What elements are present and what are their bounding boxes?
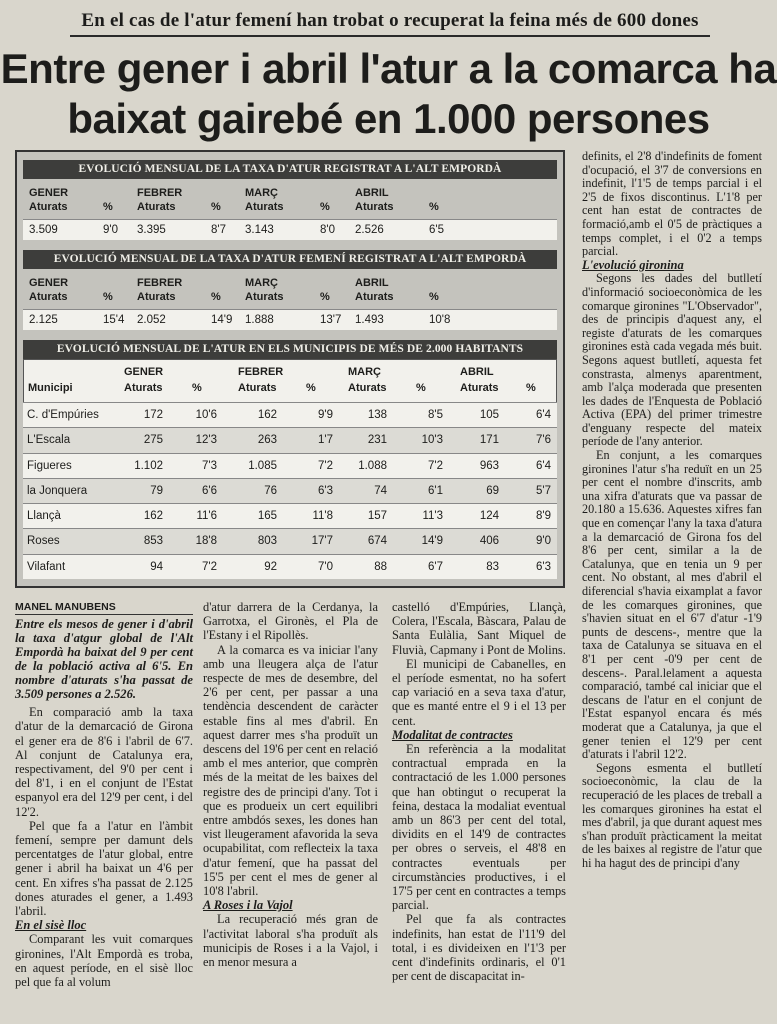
table-row — [23, 427, 557, 452]
value-cell: 7'0 — [318, 560, 333, 573]
aturats-header: Aturats — [460, 382, 499, 394]
value-cell: 6'7 — [428, 560, 443, 573]
value-cell: 6'4 — [536, 409, 551, 421]
table-header — [23, 179, 557, 219]
municipi-cell: Llançà — [27, 510, 61, 523]
value-cell: 9'0 — [536, 535, 551, 548]
municipi-cell: Roses — [27, 535, 60, 548]
value-cell: 6'3 — [318, 484, 333, 497]
value-cell: 10'8 — [429, 314, 451, 326]
aturats-header: Aturats — [245, 201, 284, 213]
table-header — [23, 269, 557, 309]
table-row — [23, 402, 557, 427]
table-row — [23, 219, 557, 240]
table-municipal-unemployment — [23, 340, 557, 579]
value-cell: 162 — [257, 409, 277, 421]
table-header — [23, 359, 557, 402]
value-cell: 3.143 — [245, 224, 274, 236]
pct-header: % — [416, 382, 426, 394]
value-cell: 74 — [374, 484, 387, 497]
value-cell: 275 — [143, 434, 163, 447]
value-cell: 406 — [479, 535, 499, 548]
value-cell: 963 — [479, 459, 499, 472]
value-cell: 10'6 — [195, 409, 217, 421]
value-cell: 10'3 — [421, 434, 443, 447]
subheading: Modalitat de contractes — [392, 727, 513, 742]
value-cell: 9'9 — [318, 409, 333, 421]
pct-header: % — [192, 382, 202, 394]
value-cell: 263 — [257, 434, 277, 447]
paragraph: El municipi de Cabanelles, en el període esmentat, no ha sofert cap variació en a seva taxa d'atur, que es manté entre el 9 i el 13 per cent. — [392, 656, 566, 728]
article-column-4 — [582, 150, 762, 870]
table-row — [23, 309, 557, 330]
value-cell: 13'7 — [320, 314, 342, 326]
table-female-unemployment — [23, 250, 557, 330]
value-cell: 5'7 — [536, 484, 551, 497]
municipi-cell: C. d'Empúries — [27, 409, 99, 421]
article-column-1 — [15, 600, 193, 989]
value-cell: 1.088 — [358, 459, 387, 472]
value-cell: 8'7 — [211, 224, 226, 236]
headline-line-2: baixat gairebé en 1.000 persones — [67, 95, 710, 142]
value-cell: 6'5 — [429, 224, 444, 236]
month-header: MARÇ — [245, 277, 278, 289]
subheading: A Roses i la Vajol — [203, 898, 293, 913]
value-cell: 172 — [143, 409, 163, 421]
headline-line-1: Entre gener i abril l'atur a la comarca ha — [0, 45, 777, 92]
month-header: GENER — [29, 187, 69, 199]
value-cell: 11'3 — [422, 510, 443, 523]
municipal-rows — [23, 402, 557, 579]
pct-header: % — [320, 201, 330, 213]
pct-header: % — [526, 382, 536, 394]
subheading: L'evolució gironina — [582, 257, 684, 272]
value-cell: 105 — [479, 409, 499, 421]
value-cell: 3.509 — [29, 224, 58, 236]
municipi-cell: Vilafant — [27, 560, 66, 573]
aturats-header: Aturats — [238, 382, 277, 394]
value-cell: 14'9 — [211, 314, 233, 326]
paragraph: Segons esmenta el butlletí socioeconòmic, la clau de la recuperació de les places de treball a les comarques gironines ha estat el mes d'abril, ja que durant aquest mes s'han produït pràcticament la meitat de les baixes al registre de l'atur que hi ha hagut des de principi d'any — [582, 760, 762, 870]
value-cell: 1.102 — [134, 459, 163, 472]
paragraph: La recuperació més gran de l'activitat laboral s'ha produït als municipis de Roses i a la Vajol, i en menor mesura a — [203, 912, 378, 970]
value-cell: 6'1 — [428, 484, 443, 497]
value-cell: 15'4 — [103, 314, 125, 326]
value-cell: 1.888 — [245, 314, 274, 326]
aturats-header: Aturats — [137, 291, 176, 303]
value-cell: 853 — [143, 535, 163, 548]
value-cell: 138 — [367, 409, 387, 421]
table-title: EVOLUCIÓ MENSUAL DE LA TAXA D'ATUR REGISTRAT A L'ALT EMPORDÀ — [23, 160, 557, 179]
paragraph: Pel que fa a l'atur en l'àmbit femení, sempre per damunt dels percentatges de l'atur global, entre gener i abril ha baixat un 4'6 per cent. En xifres s'ha passat de 2.125 dones aturades el gener, a 1.493 l'abril. — [15, 818, 193, 919]
municipi-header: Municipi — [28, 382, 73, 394]
paragraph: definits, el 2'8 d'indefinits de foment d'ocupació, el 3'7 de conversions en indefinit, l'1'5 de temps parcial i el 2'5 de fixos discontinus. L'1'8 per cent han estat de contractes de formació,amb el 0'5 de pràctiques a temps complet, i el 0'2 a temps parcial. — [582, 149, 762, 259]
pct-header: % — [211, 201, 221, 213]
value-cell: 6'3 — [536, 560, 551, 573]
pct-header: % — [103, 201, 113, 213]
value-cell: 69 — [486, 484, 499, 497]
aturats-header: Aturats — [124, 382, 163, 394]
value-cell: 76 — [264, 484, 277, 497]
aturats-header: Aturats — [348, 382, 387, 394]
pct-header: % — [320, 291, 330, 303]
table-title: EVOLUCIÓ MENSUAL DE L'ATUR EN ELS MUNICIPIS DE MÉS DE 2.000 HABITANTS — [23, 340, 557, 359]
value-cell: 6'6 — [202, 484, 217, 497]
table-row — [23, 478, 557, 503]
municipi-cell: L'Escala — [27, 434, 71, 447]
value-cell: 674 — [367, 535, 387, 548]
value-cell: 7'3 — [202, 459, 217, 472]
month-header: ABRIL — [355, 277, 389, 289]
paragraph: Pel que fa als contractes indefinits, han estat de l'11'9 del total, i es divideixen en l'1'3 per cent d'indefinits ordinaris, el 0'1 per cent de discapacitat in- — [392, 912, 566, 984]
subheading: En el sisè lloc — [15, 918, 87, 933]
value-cell: 14'9 — [421, 535, 443, 548]
value-cell: 8'9 — [536, 510, 551, 523]
aturats-header: Aturats — [29, 291, 68, 303]
aturats-header: Aturats — [137, 201, 176, 213]
value-cell: 803 — [257, 535, 277, 548]
paragraph: A la comarca es va iniciar l'any amb una lleugera alça de l'atur respecte de mes de desembre, del 2'6 per cent, per passar a una tendència descendent de caràcter estable fins al mes d'abril. En aquest darrer mes s'ha produït un descens del 19'6 per cent en relació amb el mes anterior, que comprèn més de la meitat de les baixes del registre des de principi d'any. Tot i que es produeix un cert equilibri entre ambdós sexes, les dones han vist lleugerament afavorida la seva ocupabilitat, com reflecteix la taxa d'atur femení, que ha passat del 15'5 per cent el mes de gener al 10'8 l'abril. — [203, 642, 378, 899]
pct-header: % — [306, 382, 316, 394]
pct-header: % — [103, 291, 113, 303]
value-cell: 11'8 — [312, 510, 333, 523]
month-header: FEBRER — [137, 187, 183, 199]
table-global-unemployment — [23, 160, 557, 240]
month-header: GENER — [124, 366, 164, 378]
value-cell: 94 — [150, 560, 163, 573]
value-cell: 79 — [150, 484, 163, 497]
value-cell: 88 — [374, 560, 387, 573]
value-cell: 9'0 — [103, 224, 118, 236]
value-cell: 7'2 — [318, 459, 333, 472]
pct-header: % — [429, 291, 439, 303]
municipi-cell: Figueres — [27, 459, 72, 472]
value-cell: 2.526 — [355, 224, 384, 236]
value-cell: 3.395 — [137, 224, 166, 236]
statistics-tables-box — [15, 150, 565, 588]
value-cell: 92 — [264, 560, 277, 573]
paragraph: castelló d'Empúries, Llançà, Colera, l'Escala, Bàscara, Palau de Santa Eulàlia, Sant Miquel de Fluvià, Capmany i Pont de Molins. — [392, 600, 566, 657]
table-row — [23, 528, 557, 553]
value-cell: 83 — [486, 560, 499, 573]
value-cell: 7'2 — [428, 459, 443, 472]
table-row — [23, 554, 557, 579]
paragraph: En referència a la modalitat contractual emprada en la contractació de les 1.000 persones que han obtingut o recuperat la feina, destaca la modaliat eventual amb un 86'3 per cent del total, dividits en el 14'9 de contractes per obres o serveis, el 48'8 en contractes eventuals per circumstàncies productives, i el 17'5 per cent en contractes a temps parcial. — [392, 742, 566, 913]
month-header: GENER — [29, 277, 69, 289]
article-headline — [0, 44, 777, 144]
table-row — [23, 453, 557, 478]
value-cell: 171 — [479, 434, 499, 447]
month-header: FEBRER — [137, 277, 183, 289]
paragraph: Segons les dades del butlletí d'informació socioeconòmica de les comarque gironines "L'Observador", des de principis d'aquest any, el registe d'aturats de les comarques gironines està cada vegada més buit. Segons aquest butlletí, aquesta fet constrasta, almenys aparentment, amb l'alça moderada que presenten les dades de l'Enquesta de Població Activa (EPA) del primer trimestre d'enguany respecte del mateix període de l'any anterior. — [582, 271, 762, 449]
value-cell: 12'3 — [195, 434, 217, 447]
paragraph: En conjunt, a les comarques gironines l'atur s'ha reduït en un 25 per cent el nombre d'inscrits, amb una xifra d'aturats que va passar de 20.180 a 15.636. Aquestes xifres fan que en començar l'any la taxa d'atura a la demarcació de Girona fos del 8'6 per cent, similar a la de Catalunya, que en tenia un 9 per cent. No obstant, al mes d'abril el diferencial s'havia eixamplat a favor de les comarques gironines, que s'havien situat en el 6'7 d'atur -1'9 punts de descens-, mentre que la taxa de Catalunya se situava en el 8'1 per cent -0'9 per cent de descens-. Paral.lelament a aquesta comparació, també cal iniciar que el descans de l'atur en el conjunt de l'Estat espanyol encara és més moderat que a Catalunya, ja que el gener tenien el 12'9 per cent d'aturats i l'abril 12'2. — [582, 448, 762, 762]
value-cell: 162 — [143, 510, 163, 523]
value-cell: 1.493 — [355, 314, 384, 326]
value-cell: 2.125 — [29, 314, 58, 326]
article-column-2 — [203, 600, 378, 969]
value-cell: 2.052 — [137, 314, 166, 326]
municipi-cell: la Jonquera — [27, 484, 88, 497]
value-cell: 6'4 — [536, 459, 551, 472]
aturats-header: Aturats — [29, 201, 68, 213]
aturats-header: Aturats — [355, 291, 394, 303]
month-header: MARÇ — [348, 366, 381, 378]
value-cell: 124 — [479, 510, 499, 523]
value-cell: 165 — [257, 510, 277, 523]
value-cell: 231 — [367, 434, 387, 447]
pct-header: % — [429, 201, 439, 213]
table-title: EVOLUCIÓ MENSUAL DE LA TAXA D'ATUR FEMENÍ REGISTRAT A L'ALT EMPORDÀ — [23, 250, 557, 269]
byline: MANEL MANUBENS — [15, 600, 193, 615]
pct-header: % — [211, 291, 221, 303]
article-lede: Entre els mesos de gener i d'abril la taxa d'atgur global de l'Alt Empordà ha baixat del 9 per cent de la població activa al 6'5. En nombre d'aturats s'ha passat de 3.509 persones a 2.526. — [15, 617, 193, 702]
aturats-header: Aturats — [355, 201, 394, 213]
value-cell: 1.085 — [248, 459, 277, 472]
paragraph: En comparació amb la taxa d'atur de la demarcació de Girona el gener era de 8'6 i l'abril de 6'7. Al conjunt de Catalunya era, respectivament, del 9'0 per cent i del 8'1, i en el conjunt de l'Estat espanyol era del 12'9 per cent, i del 12'2. — [15, 705, 193, 819]
value-cell: 18'8 — [195, 535, 217, 548]
article-column-3 — [392, 600, 566, 983]
value-cell: 8'0 — [320, 224, 335, 236]
value-cell: 1'7 — [318, 434, 333, 447]
paragraph: Comparant les vuit comarques gironines, l'Alt Empordà es troba, en aquest període, en el sisè lloc pel que fa al volum — [15, 932, 193, 990]
value-cell: 11'6 — [196, 510, 217, 523]
value-cell: 7'6 — [536, 434, 551, 447]
month-header: FEBRER — [238, 366, 284, 378]
month-header: MARÇ — [245, 187, 278, 199]
table-row — [23, 503, 557, 528]
value-cell: 8'5 — [428, 409, 443, 421]
value-cell: 157 — [367, 510, 387, 523]
paragraph: d'atur darrera de la Cerdanya, la Garrotxa, el Gironès, el Pla de l'Estany i el Ripollès. — [203, 600, 378, 643]
aturats-header: Aturats — [245, 291, 284, 303]
value-cell: 17'7 — [311, 535, 333, 548]
month-header: ABRIL — [460, 366, 494, 378]
value-cell: 7'2 — [202, 560, 217, 573]
month-header: ABRIL — [355, 187, 389, 199]
article-kicker: En el cas de l'atur femení han trobat o recuperat la feina més de 600 dones — [70, 10, 710, 37]
